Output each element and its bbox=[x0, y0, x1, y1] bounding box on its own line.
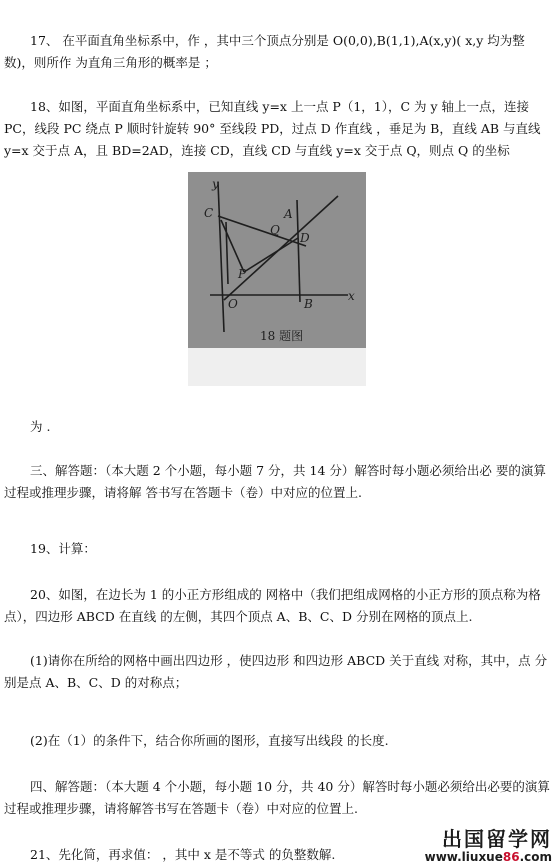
watermark-url-prefix: www.liuxue bbox=[424, 850, 503, 864]
segment-auxiliary bbox=[226, 222, 228, 284]
question-20-part-1: (1)请你在所给的网格中画出四边形 ，使四边形 和四边形 ABCD 关于直线 对称，其中，点 分别是点 A、B、C、D 的对称点； bbox=[4, 653, 548, 690]
watermark-url-number: 86 bbox=[502, 850, 520, 864]
question-21: 21、先化简，再求值： ，其中 x 是不等式 的负整数解. bbox=[30, 847, 336, 862]
watermark-name: 出国留学网 bbox=[442, 827, 552, 851]
section-4-heading: 四、解答题：（本大题 4 个小题，每小题 10 分，共 40 分）解答时每小题必须给出必要的演算过程或推理步骤，请将解答书写在答题卡（卷）中对应的位置上. bbox=[4, 779, 550, 816]
question-18: 18、如图，平面直角坐标系中，已知直线 y=x 上一点 P（1，1），C 为 y 轴上一点，连接 PC，线段 PC 绕点 P 顺时针旋转 90° 至线段 PD，过点 D 作直线 ，垂足为 B，直线 AB 与直线 y=x 交于点 A，且 BD=2AD，连接 CD，直线 CD 与直线 y=x 交于点 Q，则点 Q 的坐标 bbox=[4, 99, 541, 158]
site-watermark bbox=[402, 828, 552, 866]
figure-caption: 18 题图 bbox=[260, 329, 304, 343]
section-3-heading: 三、解答题：（本大题 2 个小题，每小题 7 分，共 14 分）解答时每小题必须给出必 要的演算过程或推理步骤，请将解 答书写在答题卡（卷）中对应的位置上. bbox=[4, 463, 546, 500]
label-p: P bbox=[238, 267, 247, 281]
question-20-part-2: (2)在（1）的条件下，结合你所画的图形，直接写出线段 的长度. bbox=[30, 733, 389, 748]
question-17: 17、 在平面直角坐标系中，作 ，其中三个顶点分别是 O(0,0),B(1,1),A(x,y)( x,y 均为整数)，则所作 为直角三角形的概率是 ； bbox=[4, 33, 525, 70]
figure-padding bbox=[188, 348, 366, 386]
segment-pc bbox=[221, 220, 244, 272]
figure-18-diagram bbox=[188, 172, 366, 348]
label-y: y bbox=[212, 177, 219, 191]
question-18-answer: 为 . bbox=[30, 419, 51, 434]
label-c: C bbox=[204, 206, 214, 220]
watermark-url bbox=[402, 850, 552, 864]
line-ab bbox=[297, 200, 300, 302]
label-q: Q bbox=[270, 223, 280, 237]
figure-18 bbox=[188, 172, 366, 348]
watermark-url-suffix: .com bbox=[519, 850, 552, 864]
question-20: 20、如图，在边长为 1 的小正方形组成的 网格中（我们把组成网格的小正方形的顶点称为格点），四边形 ABCD 在直线 的左侧，其四个顶点 A、B、C、D 分别在网格的顶点上. bbox=[4, 587, 541, 624]
label-b: B bbox=[304, 297, 313, 311]
question-19: 19、计算： bbox=[30, 541, 96, 556]
label-o: O bbox=[228, 297, 238, 311]
label-d: D bbox=[300, 231, 310, 245]
segment-pd bbox=[244, 238, 298, 272]
label-x: x bbox=[348, 289, 355, 303]
label-a: A bbox=[284, 207, 293, 221]
y-axis bbox=[218, 182, 224, 332]
